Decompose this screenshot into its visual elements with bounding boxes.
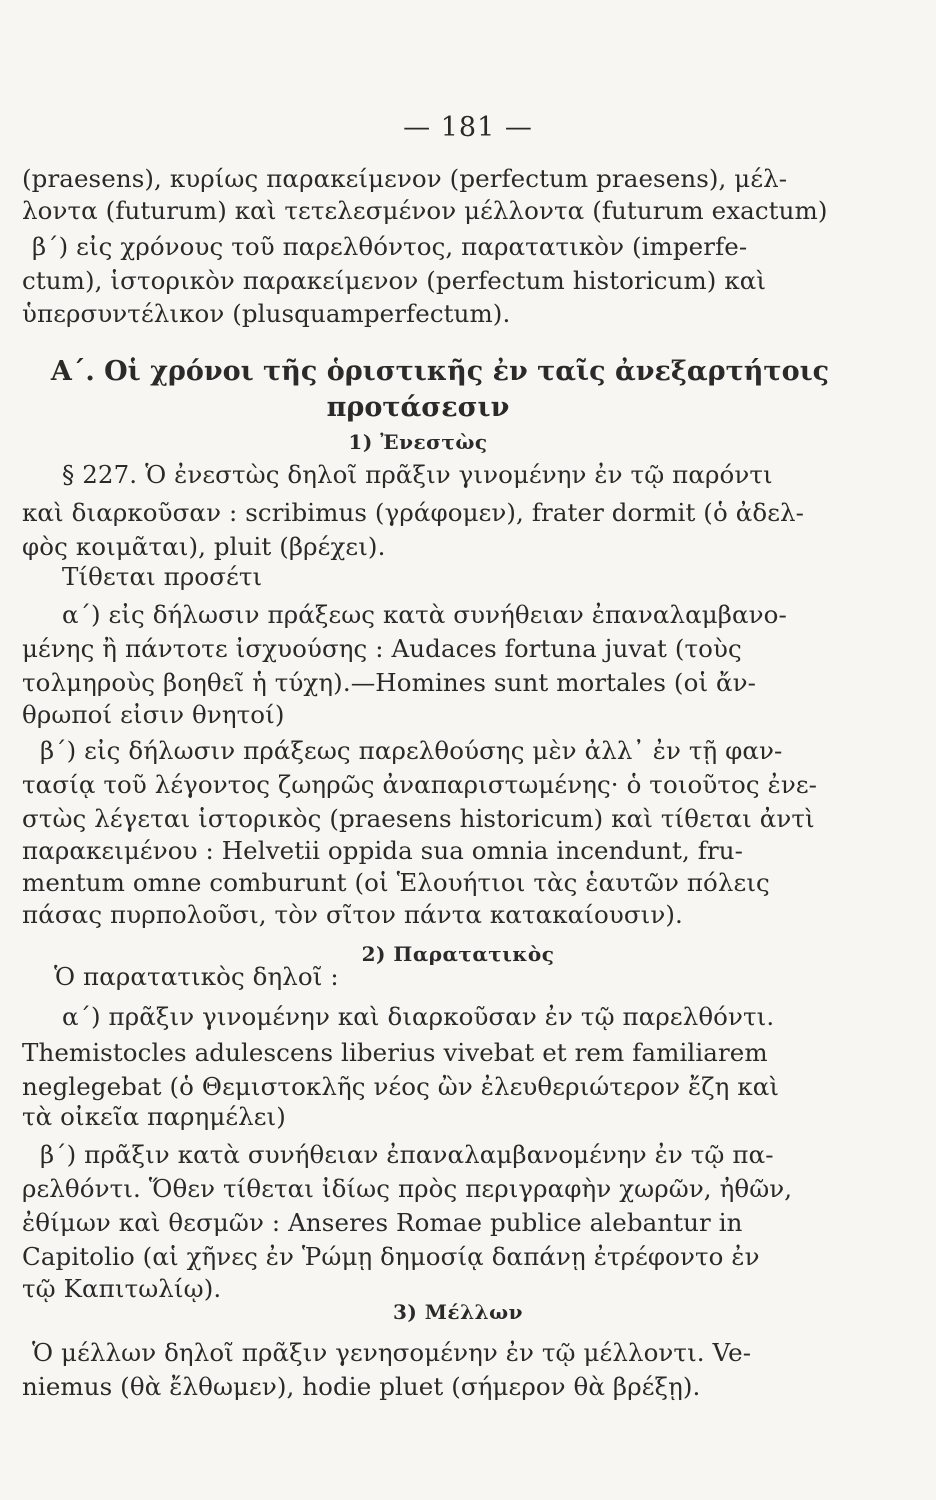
section-heading-line2: προτάσεσιν	[326, 392, 510, 423]
text-line: καὶ διαρκοῦσαν : scribimus (γράφομεν), frater dormit (ὁ ἀδελ-	[22, 498, 805, 527]
text-line: Themistocles adulescens liberius vivebat et rem familiarem	[22, 1038, 768, 1067]
text-line: φὸς κοιμᾶται), pluit (βρέχει).	[22, 532, 386, 561]
text-line: (praesens), κυρίως παρακείμενον (perfectum praesens), μέλ-	[22, 164, 788, 193]
text-line: τολμηροὺς βοηθεῖ ἡ τύχη).—Homines sunt mortales (οἱ ἄν-	[22, 668, 757, 697]
text-line: μένης ἢ πάντοτε ἰσχυούσης : Audaces fortuna juvat (τοὺς	[22, 634, 742, 663]
text-line: § 227. Ὁ ἐνεστὼς δηλοῖ πρᾶξιν γινομένην ἐν τῷ παρόντι	[62, 460, 773, 489]
subheading-imperfect: 2) Παρατατικὸς	[361, 942, 555, 966]
text-line: τῷ Καπιτωλίῳ).	[22, 1274, 222, 1303]
text-line: neglegebat (ὁ Θεμιστοκλῆς νέος ὢν ἐλευθεριώτερον ἔζη καὶ	[22, 1072, 780, 1101]
text-line: Ὁ παρατατικὸς δηλοῖ :	[54, 962, 339, 991]
subheading-future: 3) Μέλλων	[392, 1300, 524, 1324]
text-line: πάσας πυρπολοῦσι, τὸν σῖτον πάντα κατακαίουσιν).	[22, 900, 683, 929]
text-line: β΄) πρᾶξιν κατὰ συνήθειαν ἐπαναλαμβανομένην ἐν τῷ πα-	[40, 1140, 774, 1169]
text-line: Τίθεται προσέτι	[62, 562, 263, 591]
text-line: θρωποί εἰσιν θνητοί)	[22, 700, 285, 729]
text-line: niemus (θὰ ἔλθωμεν), hodie pluet (σήμερον θὰ βρέξῃ).	[22, 1372, 701, 1401]
text-line: τασίᾳ τοῦ λέγοντος ζωηρῶς ἀναπαριστωμένης· ὁ τοιοῦτος ἐνε-	[22, 770, 817, 799]
text-line: παρακειμένου : Helvetii oppida sua omnia incendunt, fru-	[22, 836, 744, 865]
text-line: ρελθόντι. Ὅθεν τίθεται ἰδίως πρὸς περιγραφὴν χωρῶν, ἠθῶν,	[22, 1174, 793, 1203]
text-line: ctum), ἱστορικὸν παρακείμενον (perfectum historicum) καὶ	[22, 266, 767, 295]
text-line: Ὁ μέλλων δηλοῖ πρᾶξιν γενησομένην ἐν τῷ μέλλοντι. Ve-	[32, 1338, 752, 1367]
text-line: λοντα (futurum) καὶ τετελεσμένον μέλλοντα (futurum exactum)	[22, 196, 828, 225]
subheading-present: 1) Ἐνεστὼς	[348, 430, 488, 454]
text-line: mentum omne comburunt (οἱ Ἑλουήτιοι τὰς ἑαυτῶν πόλεις	[22, 868, 770, 897]
text-line: τὰ οἰκεῖα παρημέλει)	[22, 1102, 286, 1131]
text-line: ἐθίμων καὶ θεσμῶν : Anseres Romae publice alebantur in	[22, 1208, 743, 1237]
text-line: στὼς λέγεται ἱστορικὸς (praesens historicum) καὶ τίθεται ἀντὶ	[22, 804, 815, 833]
text-line: β΄) εἰς δήλωσιν πράξεως παρελθούσης μὲν ἀλλ᾽ ἐν τῇ φαν-	[40, 736, 783, 765]
section-heading-line1: Α΄. Οἱ χρόνοι τῆς ὁριστικῆς ἐν ταῖς ἀνεξαρτήτοις	[50, 356, 830, 387]
text-line: β΄) εἰς χρόνους τοῦ παρελθόντος, παρατατικὸν (imperfe-	[32, 232, 748, 261]
page-number: — 181 —	[403, 112, 533, 143]
text-line: Capitolio (αἱ χῆνες ἐν Ῥώμῃ δημοσίᾳ δαπάνῃ ἐτρέφοντο ἐν	[22, 1242, 760, 1271]
text-line: α΄) πρᾶξιν γινομένην καὶ διαρκοῦσαν ἐν τῷ παρελθόντι.	[62, 1002, 775, 1031]
text-line: α΄) εἰς δήλωσιν πράξεως κατὰ συνήθειαν ἐπαναλαμβανο-	[62, 600, 787, 629]
text-line: ὑπερσυντέλικον (plusquamperfectum).	[22, 299, 511, 328]
